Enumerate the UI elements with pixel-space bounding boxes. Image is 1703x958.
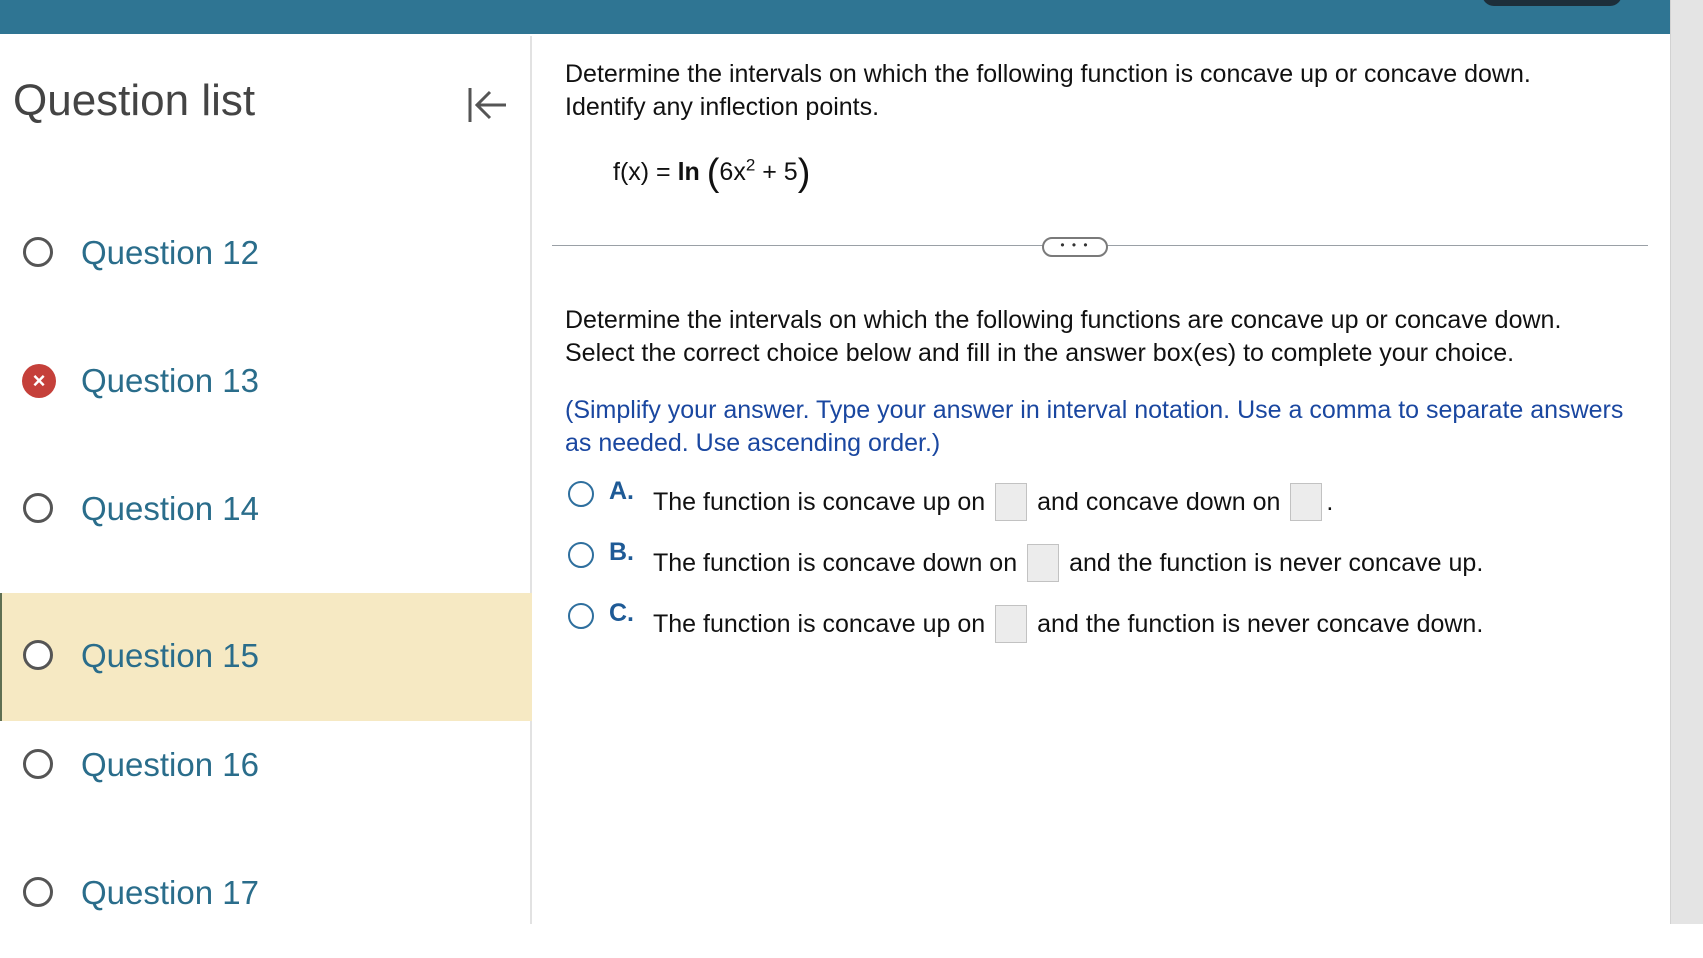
question-content: [532, 36, 1670, 924]
instructions-line: Determine the intervals on which the following functions are concave up or concave down.: [565, 306, 1562, 334]
function-expression: [613, 152, 810, 195]
question-list-item[interactable]: [0, 318, 530, 446]
function-paren-open: (: [706, 152, 720, 194]
answer-input[interactable]: [995, 483, 1027, 521]
choice-text-part: .: [1326, 487, 1334, 516]
choice-radio[interactable]: [568, 603, 594, 629]
prompt-line: Identify any inflection points.: [565, 93, 880, 121]
function-rest: + 5: [755, 158, 798, 186]
collapse-left-icon[interactable]: [462, 80, 512, 130]
radio-circle-icon: [23, 493, 53, 523]
function-paren-close: ): [797, 152, 811, 194]
sidebar-title: Question list: [13, 76, 256, 125]
choice-letter: C.: [609, 599, 634, 627]
answer-input[interactable]: [995, 605, 1027, 643]
question-list-item[interactable]: [0, 190, 530, 318]
answer-input[interactable]: [1290, 483, 1322, 521]
more-button[interactable]: • • •: [1042, 237, 1108, 257]
function-base: 6x: [719, 158, 746, 186]
instructions: [565, 304, 1561, 370]
question-label: Question 17: [81, 874, 259, 911]
choice-text-part: and concave down on: [1037, 487, 1281, 516]
question-list-item[interactable]: [0, 830, 530, 958]
radio-circle-icon: [23, 237, 53, 267]
choice-text-part: The function is concave down on: [653, 548, 1018, 577]
function-exponent: 2: [745, 155, 756, 175]
answer-hint: (Simplify your answer. Type your answer in interval notation. Use a comma to separate answers as needed. Use ascending order.): [565, 396, 1624, 457]
x-circle-icon: ×: [22, 364, 56, 398]
choice-text-part: and the function is never concave up.: [1069, 548, 1484, 577]
window-gutter: [1670, 0, 1703, 924]
choice-radio[interactable]: [568, 542, 594, 568]
choice-letter: B.: [609, 538, 634, 566]
answer-input[interactable]: [1027, 544, 1059, 582]
choice-text: [653, 483, 1333, 521]
question-label: Question 16: [81, 746, 259, 783]
top-bar: [0, 0, 1670, 34]
question-label: Question 13: [81, 362, 259, 399]
question-prompt: [565, 58, 1531, 124]
choice-text: [653, 605, 1483, 643]
choice-radio[interactable]: [568, 481, 594, 507]
question-label: Question 14: [81, 490, 259, 527]
choice-text: [653, 544, 1483, 582]
question-label: Question 12: [81, 234, 259, 271]
choice-text-part: The function is concave up on: [653, 487, 986, 516]
radio-circle-icon: [23, 640, 53, 670]
choice-text-part: The function is concave up on: [653, 609, 986, 638]
question-list-item[interactable]: [0, 702, 530, 830]
top-bar-button[interactable]: [1482, 0, 1622, 6]
function-lhs: f(x) =: [613, 158, 678, 186]
radio-circle-icon: [23, 877, 53, 907]
question-list-item[interactable]: [0, 446, 530, 574]
radio-circle-icon: [23, 749, 53, 779]
question-list-sidebar: [0, 36, 532, 924]
choice-text-part: and the function is never concave down.: [1037, 609, 1484, 638]
question-label: Question 15: [81, 637, 259, 674]
function-ln: ln: [677, 158, 700, 186]
choice-letter: A.: [609, 477, 634, 505]
instructions-line: Select the correct choice below and fill in the answer box(es) to complete your choice.: [565, 339, 1515, 367]
prompt-line: Determine the intervals on which the following function is concave up or concave down.: [565, 60, 1531, 88]
